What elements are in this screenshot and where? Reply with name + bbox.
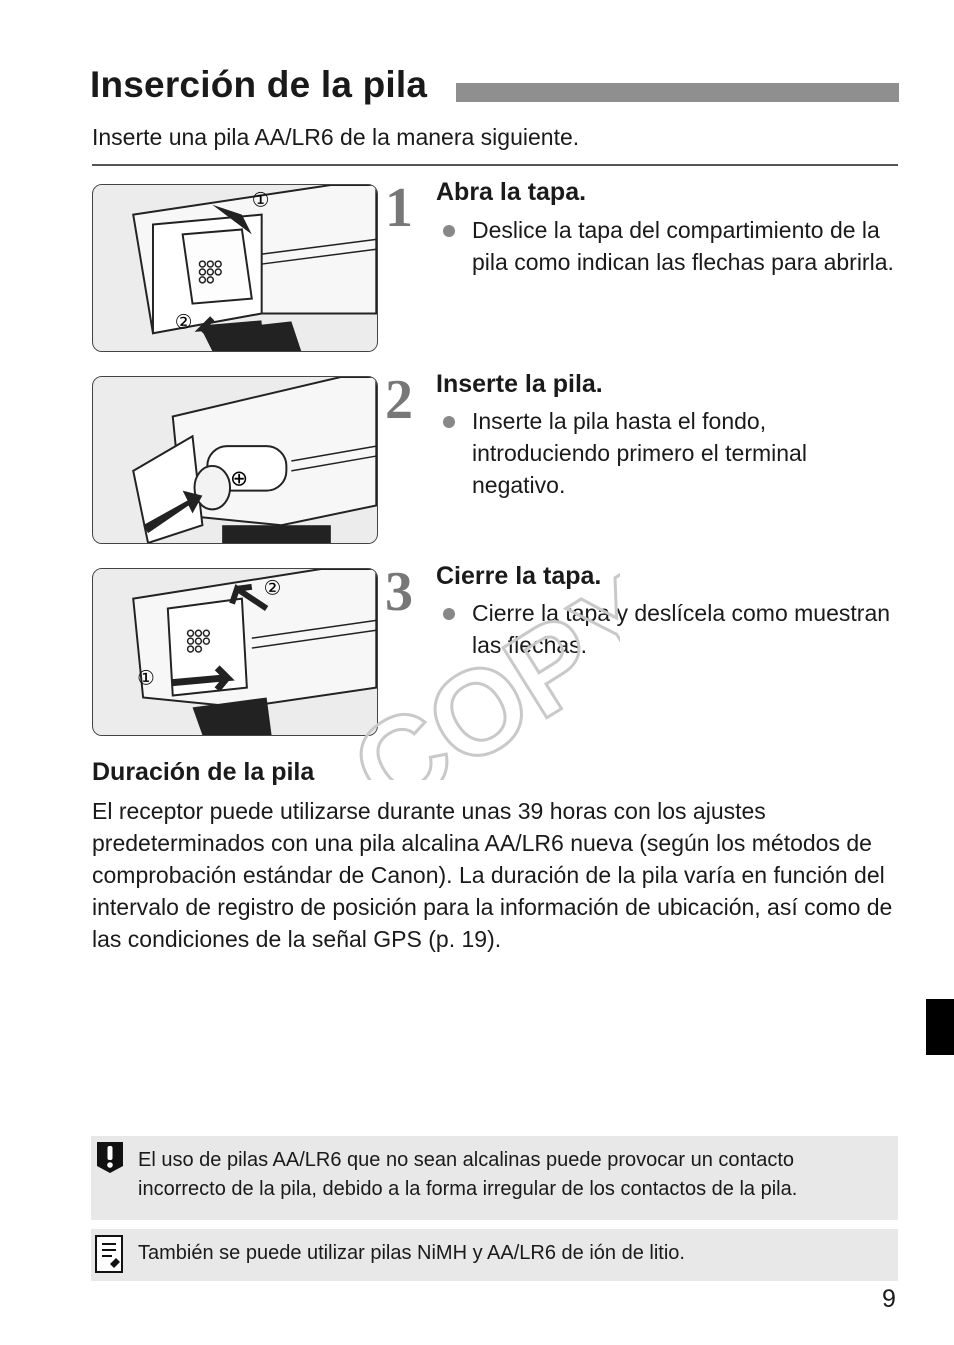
step-2-bullet xyxy=(443,416,455,428)
page-title: Inserción de la pila xyxy=(90,64,428,105)
memo-note xyxy=(91,1229,898,1281)
step-2-illustration xyxy=(92,376,378,544)
title-bar-decoration xyxy=(456,83,899,102)
step-3-label-2: ② xyxy=(263,576,282,600)
section-tab-marker xyxy=(926,999,954,1055)
receiver-open-cover-drawing xyxy=(93,185,377,351)
caution-icon xyxy=(93,1140,127,1174)
receiver-insert-battery-drawing xyxy=(93,377,377,543)
step-1-illustration xyxy=(92,184,378,352)
caution-line-1: El uso de pilas AA/LR6 que no sean alcalinas puede provocar un contacto xyxy=(138,1149,794,1171)
step-2-text: Inserte la pila hasta el fondo, introduciendo primero el terminal negativo. xyxy=(472,408,807,498)
battery-life-title: Duración de la pila xyxy=(92,758,315,786)
step-1-label-2: ② xyxy=(174,310,193,334)
step-1-label-1: ① xyxy=(251,188,270,212)
memo-icon xyxy=(94,1234,124,1274)
step-1-number: 1 xyxy=(385,177,413,239)
step-2-number: 2 xyxy=(385,369,413,431)
step-3-title: Cierre la tapa. xyxy=(436,562,602,590)
step-3-text: Cierre la tapa y deslícela como muestran las flechas. xyxy=(472,600,891,658)
battery-life-text: El receptor puede utilizarse durante unas 39 horas con los ajustes predeterminados con una pila alcalina AA/LR6 nueva (según los métodos de comprobación estándar de Canon). La duración de la pila varía en función del intervalo de registro de posición para la información de ubicación, así como de las condiciones de la señal GPS (p. 19). xyxy=(92,798,893,952)
step-2-plus-label: ⊕ xyxy=(230,466,249,492)
caution-note xyxy=(91,1136,898,1220)
step-2-title: Inserte la pila. xyxy=(436,370,603,398)
divider xyxy=(92,164,898,166)
intro-text: Inserte una pila AA/LR6 de la manera siguiente. xyxy=(92,124,580,150)
copy-watermark xyxy=(300,540,620,780)
page-number: 9 xyxy=(882,1285,896,1313)
step-3-number: 3 xyxy=(385,561,413,623)
step-1-bullet xyxy=(443,225,455,237)
step-1-title: Abra la tapa. xyxy=(436,178,587,206)
memo-text: También se puede utilizar pilas NiMH y AA/LR6 de ión de litio. xyxy=(138,1242,685,1264)
step-3-label-1: ① xyxy=(137,666,155,690)
caution-line-2: incorrecto de la pila, debido a la forma irregular de los contactos de la pila. xyxy=(138,1178,798,1200)
watermark-text: COPY xyxy=(330,545,620,780)
step-1-text: Deslice la tapa del compartimiento de la pila como indican las flechas para abrirla. xyxy=(472,217,894,275)
